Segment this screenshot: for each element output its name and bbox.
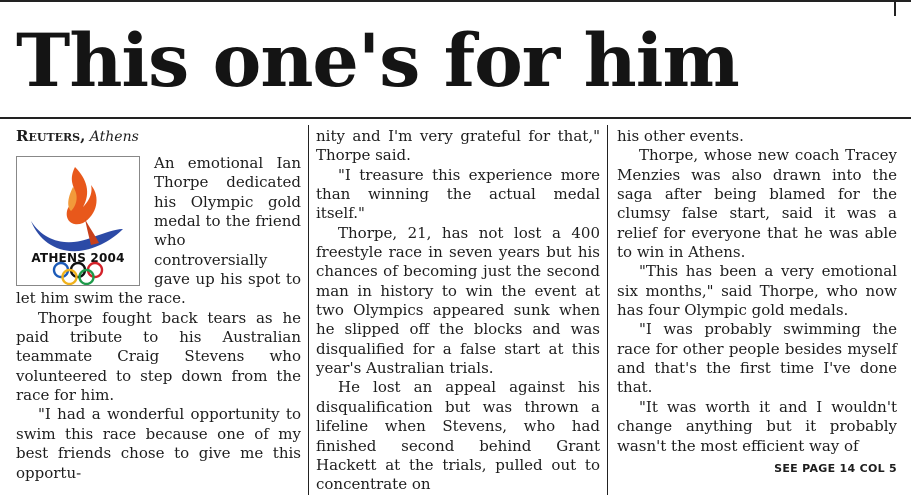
paragraph: He lost an appeal against his disqualification but was thrown a lifeline when Stevens, who had finished second behind Grant Hackett at the trials, pulled out to concentrate on: [316, 378, 600, 494]
paragraph: Thorpe, whose new coach Tracey Menzies was also drawn into the saga after being blamed for the clumsy false start, said it was a relief for everyone that he was able to win in Athens.: [617, 146, 897, 262]
article-column-3: [617, 127, 897, 479]
continued-reference: SEE PAGE 14 COL 5: [774, 461, 897, 475]
olympic-rings-icon: [17, 157, 139, 285]
athens-2004-logo: [16, 156, 140, 286]
top-right-border: [894, 0, 896, 16]
byline-org: Reuters,: [16, 127, 86, 145]
article-column-1: [16, 127, 301, 483]
paragraph: "I had a wonderful opportunity to swim this race because one of my best friends chose to give me this opportu-: [16, 405, 301, 482]
column-divider: [607, 125, 608, 495]
paragraph: "It was worth it and I wouldn't change anything but it probably wasn't the most efficient way of: [617, 397, 897, 455]
paragraph: Thorpe, 21, has not lost a 400 freestyle race in seven years but his chances of becoming just the second man in history to win the event at two Olympics appeared sunk when he slipped off the blocks and was disqualified for a false start at this year's Australian trials.: [316, 223, 600, 378]
top-border: [0, 0, 911, 2]
paragraph: Thorpe fought back tears as he paid tribute to his Australian teammate Craig Stevens who volunteered to step down from the race for him.: [16, 308, 301, 405]
paragraph: "This has been a very emotional six months," said Thorpe, who now has four Olympic gold medals.: [617, 262, 897, 320]
column-divider: [308, 125, 309, 495]
byline-location: Athens: [89, 129, 139, 145]
paragraph: his other events.: [617, 127, 744, 145]
article-column-2: [316, 127, 600, 495]
paragraph: "I was probably swimming the race for other people besides myself and that's the first time I've done that.: [617, 320, 897, 397]
paragraph: nity and I'm very grateful for that," Thorpe said.: [316, 127, 600, 165]
byline: [16, 127, 301, 146]
paragraph: "I treasure this experience more than winning the actual medal itself.": [316, 165, 600, 223]
headline: This one's for him: [16, 18, 739, 104]
logo-text: ATHENS 2004: [31, 251, 125, 265]
paragraph: An emotional Ian Thorpe dedicated his Olympic gold medal to the friend who controversially gave up his spot to let him swim the race.: [16, 154, 301, 308]
headline-divider: [0, 117, 911, 119]
